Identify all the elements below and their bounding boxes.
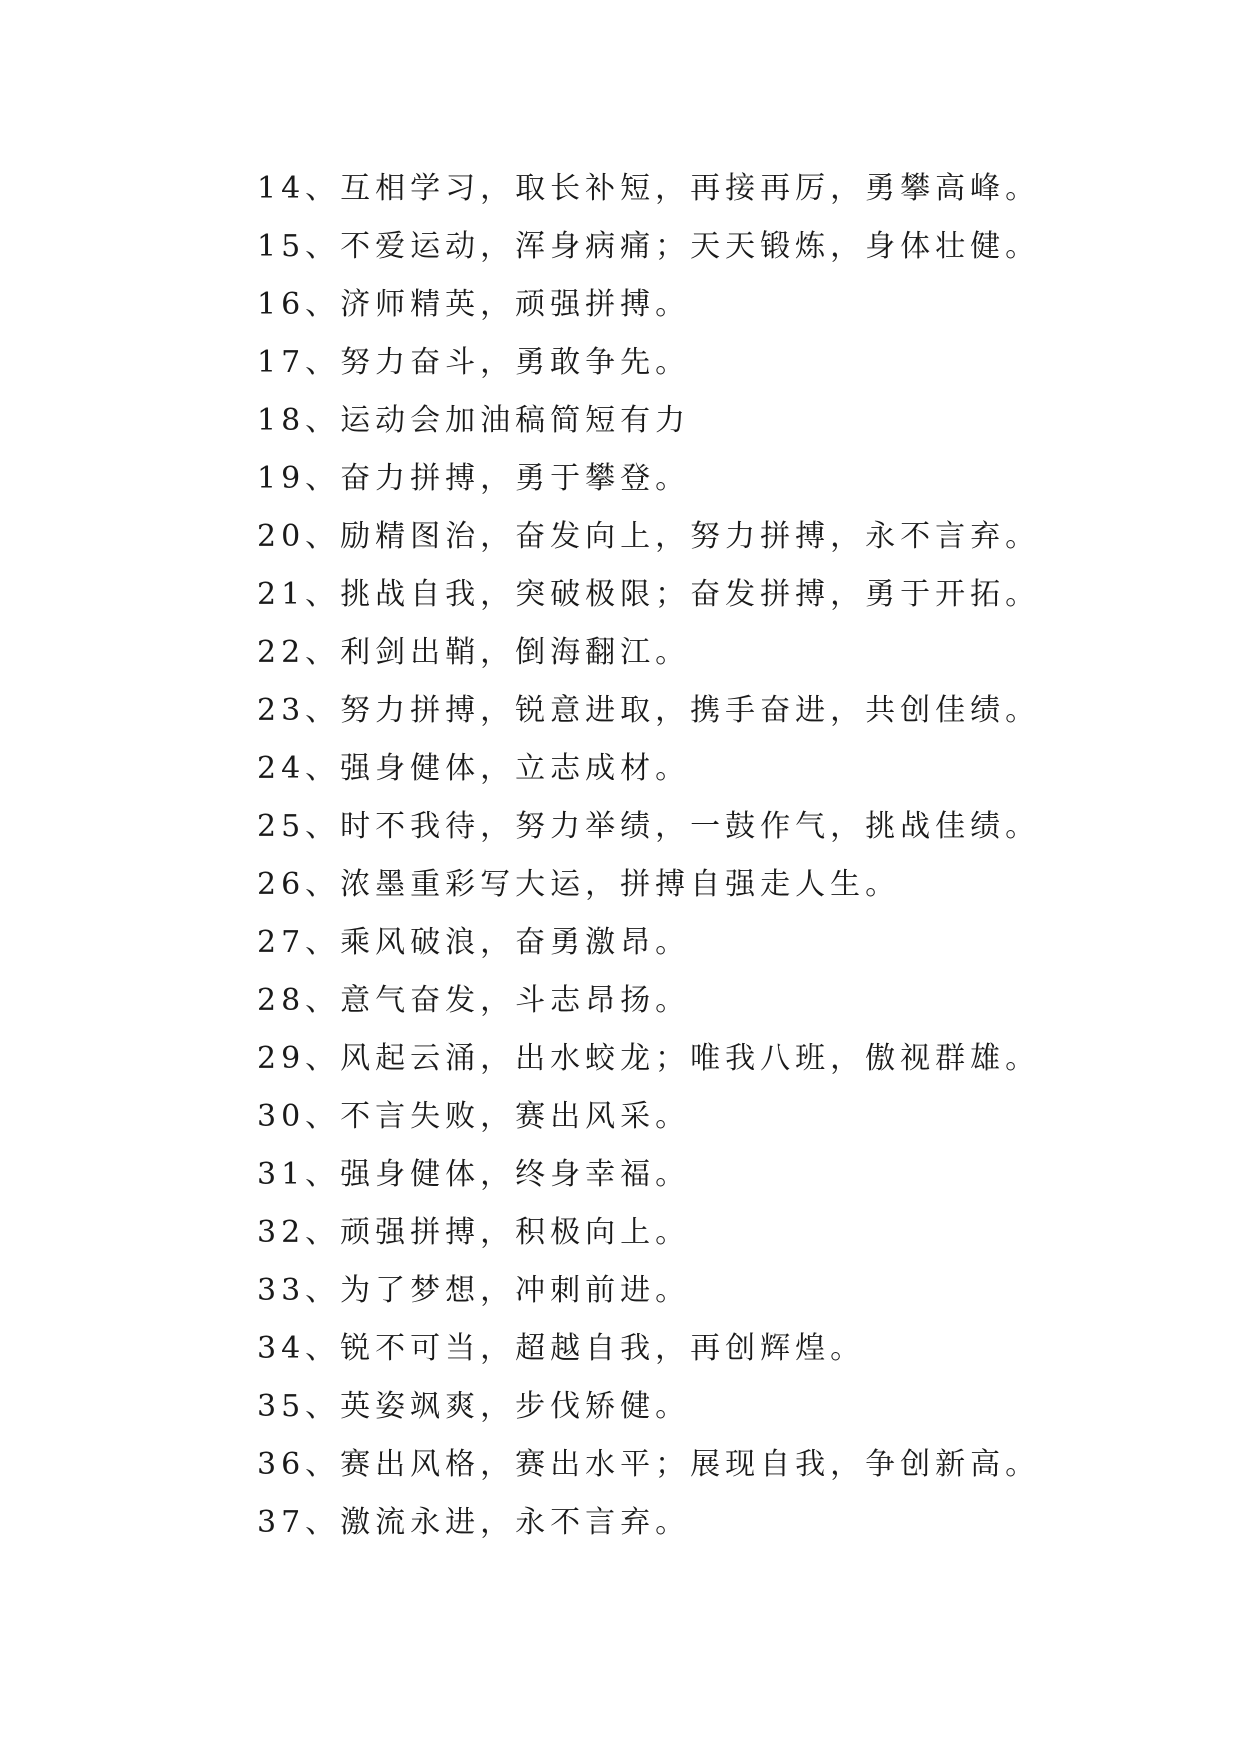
list-item: 18、运动会加油稿简短有力 bbox=[257, 403, 691, 438]
list-item: 32、顽强拼搏，积极向上。 bbox=[257, 1215, 691, 1250]
list-item: 17、努力奋斗，勇敢争先。 bbox=[257, 345, 691, 380]
list-item: 31、强身健体，终身幸福。 bbox=[257, 1157, 691, 1192]
list-item: 23、努力拼搏，锐意进取，携手奋进，共创佳绩。 bbox=[257, 693, 1041, 728]
list-item: 15、不爱运动，浑身病痛；天天锻炼，身体壮健。 bbox=[257, 229, 1041, 264]
list-item: 16、济师精英，顽强拼搏。 bbox=[257, 287, 691, 322]
list-item: 20、励精图治，奋发向上，努力拼搏，永不言弃。 bbox=[257, 519, 1041, 554]
list-item: 14、互相学习，取长补短，再接再厉，勇攀高峰。 bbox=[257, 171, 1041, 206]
list-item: 26、浓墨重彩写大运，拼搏自强走人生。 bbox=[257, 867, 901, 902]
list-item: 22、利剑出鞘，倒海翻江。 bbox=[257, 635, 691, 670]
list-item: 25、时不我待，努力举绩，一鼓作气，挑战佳绩。 bbox=[257, 809, 1041, 844]
slogan-list bbox=[257, 160, 1040, 1552]
list-item: 30、不言失败，赛出风采。 bbox=[257, 1099, 691, 1134]
list-item: 24、强身健体，立志成材。 bbox=[257, 751, 691, 786]
list-item: 37、激流永进，永不言弃。 bbox=[257, 1505, 691, 1540]
list-item: 34、锐不可当，超越自我，再创辉煌。 bbox=[257, 1331, 866, 1366]
list-item: 19、奋力拼搏，勇于攀登。 bbox=[257, 461, 691, 496]
list-item: 28、意气奋发，斗志昂扬。 bbox=[257, 983, 691, 1018]
list-item: 33、为了梦想，冲刺前进。 bbox=[257, 1273, 691, 1308]
list-item: 35、英姿飒爽，步伐矫健。 bbox=[257, 1389, 691, 1424]
list-item: 36、赛出风格，赛出水平；展现自我，争创新高。 bbox=[257, 1447, 1041, 1482]
list-item: 29、风起云涌，出水蛟龙；唯我八班，傲视群雄。 bbox=[257, 1041, 1041, 1076]
list-item: 27、乘风破浪，奋勇激昂。 bbox=[257, 925, 691, 960]
list-item: 21、挑战自我，突破极限；奋发拼搏，勇于开拓。 bbox=[257, 577, 1041, 612]
